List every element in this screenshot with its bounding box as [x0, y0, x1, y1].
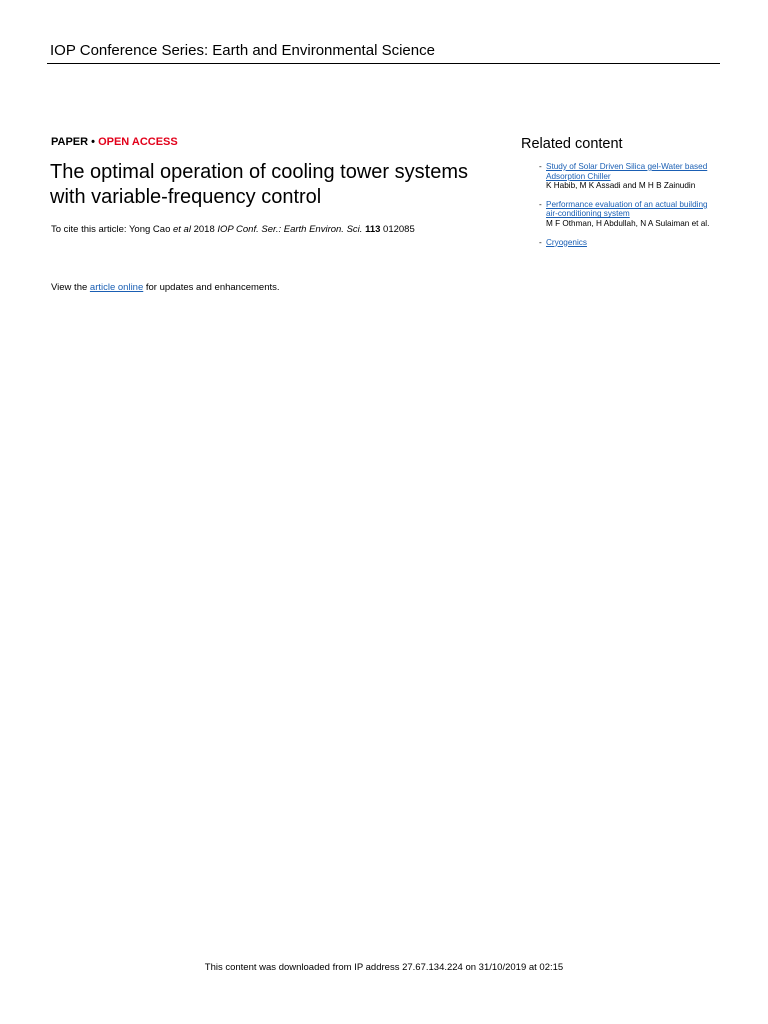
article-online-link[interactable]: article online — [89, 282, 144, 293]
related-item-link-2[interactable]: Performance evaluation of an actual building air-conditioning system — [546, 199, 708, 219]
paper-label — [51, 136, 178, 149]
view-online-prefix: View the — [51, 282, 90, 293]
open-access-label: OPEN ACCESS — [98, 136, 178, 148]
related-item-link-1[interactable]: Study of Solar Driven Silica gel-Water based Adsorption Chiller — [546, 162, 708, 181]
download-footer: This content was downloaded from IP address 27.67.134.224 on 31/10/2019 at 02:15 — [204, 962, 564, 973]
header-divider — [47, 63, 720, 64]
citation-article-number: 012085 — [380, 224, 415, 235]
related-item — [539, 238, 721, 248]
journal-header: IOP Conference Series: Earth and Environmental Science — [50, 42, 435, 59]
view-online-text — [51, 282, 280, 294]
related-item-link-3[interactable]: Cryogenics — [546, 237, 587, 247]
citation-prefix: To cite this article: Yong Cao — [51, 224, 173, 235]
list-dash: - — [539, 199, 542, 209]
citation-et-al: et al — [173, 224, 191, 235]
related-item-authors: M F Othman, H Abdullah, N A Sulaiman et al. — [546, 218, 710, 228]
citation — [51, 224, 415, 236]
related-content-heading: Related content — [521, 136, 623, 152]
view-online-suffix: for updates and enhancements. — [143, 282, 280, 293]
related-content-list — [539, 162, 721, 256]
related-item-authors: K Habib, M K Assadi and M H B Zainudin — [546, 181, 696, 191]
citation-journal: IOP Conf. Ser.: Earth Environ. Sci. — [217, 224, 363, 235]
article-title: The optimal operation of cooling tower systems with variable-frequency control — [50, 161, 468, 208]
citation-year: 2018 — [190, 224, 218, 235]
paper-type-label: PAPER — [51, 136, 89, 148]
list-dash: - — [539, 237, 542, 247]
related-item — [539, 162, 721, 191]
related-item — [539, 200, 721, 229]
label-separator: • — [88, 136, 99, 148]
citation-volume: 113 — [365, 224, 381, 235]
list-dash: - — [539, 162, 542, 171]
